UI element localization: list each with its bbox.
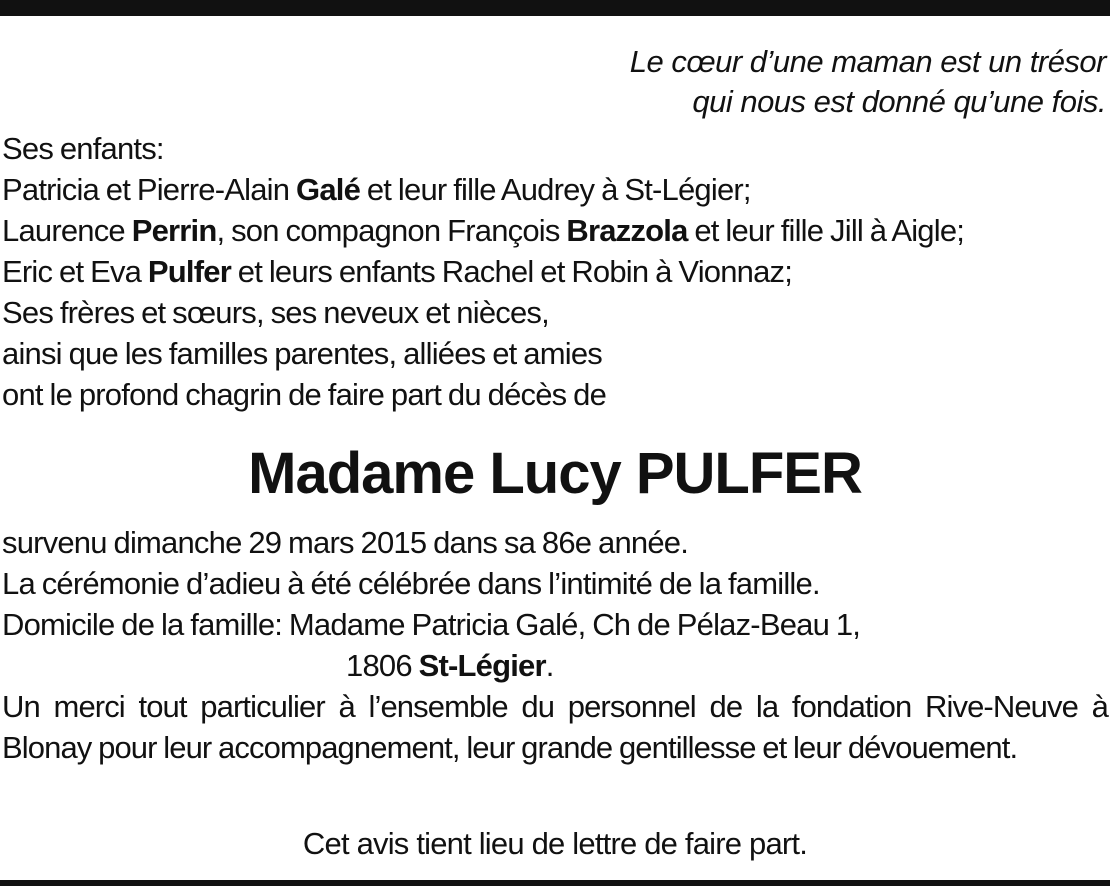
notice-details <box>2 522 1108 768</box>
surname: Pulfer <box>147 254 231 289</box>
quote-line-2: qui nous est donné qu’une fois. <box>692 84 1106 119</box>
family-announce: ont le profond chagrin de faire part du décès de <box>2 377 607 412</box>
family-line-3 <box>2 251 1108 292</box>
text: et leur fille Audrey à St-Légier; <box>360 172 751 207</box>
domicile-line: Domicile de la famille: Madame Patricia Galé, Ch de Pélaz-Beau 1, <box>2 607 861 642</box>
text: Laurence <box>2 213 132 248</box>
family-siblings: Ses frères et sœurs, ses neveux et nièces, <box>2 295 549 330</box>
text: . <box>545 648 554 683</box>
closing-line: Cet avis tient lieu de lettre de faire part. <box>302 826 808 861</box>
postal-line <box>2 645 1108 686</box>
family-line-2 <box>2 210 1108 251</box>
surname: Brazzola <box>566 213 688 248</box>
family-relatives: ainsi que les familles parentes, alliées et amies <box>2 336 602 371</box>
thanks-paragraph: Un merci tout particulier à l’ensemble du personnel de la fondation Rive-Neuve à Blonay pour leur accompagnement, leur grande gentillesse et leur dévouement. <box>2 689 1108 765</box>
text: et leur fille Jill à Aigle; <box>687 213 965 248</box>
epigraph-quote <box>406 42 1106 122</box>
surname: Galé <box>296 172 361 207</box>
family-intro: Ses enfants: <box>2 131 164 166</box>
top-rule <box>0 0 1110 16</box>
date-line: survenu dimanche 29 mars 2015 dans sa 86e année. <box>2 525 689 560</box>
text: Eric et Eva <box>2 254 148 289</box>
family-list <box>2 128 1108 415</box>
ceremony-line: La cérémonie d’adieu à été célébrée dans l’intimité de la famille. <box>2 566 820 601</box>
text: et leurs enfants Rachel et Robin à Vionnaz; <box>230 254 793 289</box>
surname: Perrin <box>131 213 217 248</box>
text: Patricia et Pierre-Alain <box>2 172 297 207</box>
deceased-name: Madame Lucy PULFER <box>248 441 862 506</box>
postal-city: St-Légier <box>418 648 546 683</box>
postal-code: 1806 <box>346 648 419 683</box>
text: , son compagnon François <box>216 213 567 248</box>
bottom-rule <box>0 880 1110 886</box>
quote-line-1: Le cœur d’une maman est un trésor <box>629 44 1106 79</box>
family-line-1 <box>2 169 1108 210</box>
